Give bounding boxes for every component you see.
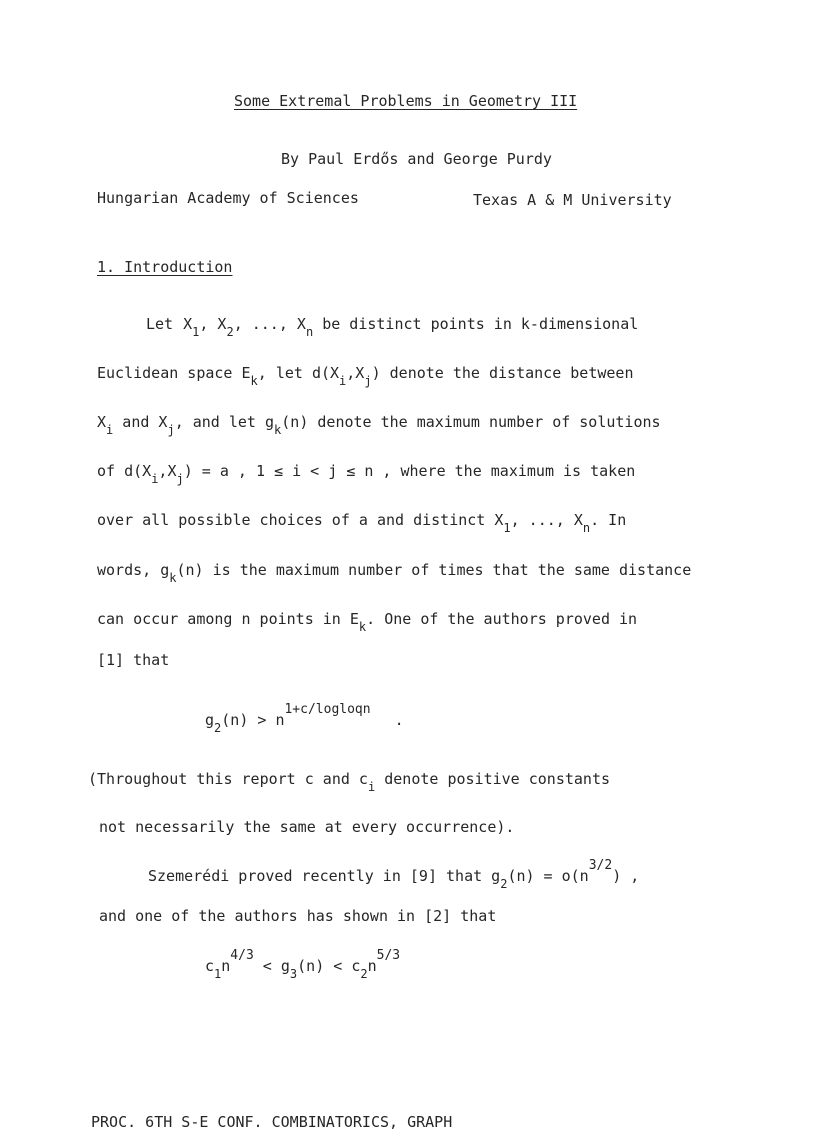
text-run: over all possible choices of a and distinct X [97,511,504,529]
text-run: and X [113,413,168,431]
equation-g2-lower-bound [205,702,404,735]
subscript: k [169,571,177,585]
text-run: ,X [158,462,177,480]
text-run: n [221,957,231,975]
text-run: , ..., X [233,315,306,333]
paragraph-line [88,770,611,794]
subscript: n [582,521,591,535]
text-run: Szemerédi proved recently in [9] that g [148,867,501,885]
paragraph-line: [1] that [97,651,170,669]
subscript: 2 [214,721,222,735]
text-run: . One of the authors proved in [366,610,638,628]
text-run: Euclidean space E [97,364,251,382]
subscript: i [339,374,347,388]
subscript: j [167,423,175,437]
paragraph-line: and one of the authors has shown in [2] that [99,907,497,925]
text-run: . In [590,511,627,529]
subscript: 2 [226,325,234,339]
subscript: 2 [500,877,508,891]
subscript: 3 [289,967,298,981]
text-run: X [183,315,193,333]
subscript: k [358,620,367,634]
paragraph-line: not necessarily the same at every occurrence). [99,818,515,836]
footer-proceedings: PROC. 6TH S-E CONF. COMBINATORICS, GRAPH [91,1113,453,1131]
subscript: 1 [192,325,200,339]
text-run: n [367,957,377,975]
paragraph-line [97,413,661,437]
text-run: of d(X [97,462,152,480]
subscript: i [367,780,376,794]
text-run: can occur among n points in E [97,610,359,628]
subscript: j [176,472,184,486]
text-run: be distinct points in k-dimensional [313,315,639,333]
text-run: denote positive constants [375,770,611,788]
subscript: k [274,423,282,437]
paragraph-line [97,561,692,585]
text-run: X [97,413,107,431]
text-run: words, g [97,561,170,579]
text-run: , and let g [174,413,275,431]
affiliation-texas: Texas A & M University [473,191,672,209]
author-byline: By Paul Erdős and George Purdy [281,150,552,168]
superscript: 3/2 [588,858,613,873]
text-run: ) = a , 1 ≤ i < j ≤ n , where the maximum is taken [183,462,636,480]
paragraph-line [97,364,634,388]
paper-title: Some Extremal Problems in Geometry III [234,92,578,110]
text-run: (n) < c [297,957,361,975]
subscript: 2 [360,967,368,981]
text-run: ) , [612,867,640,885]
paragraph-line [97,462,636,486]
affiliation-hungarian: Hungarian Academy of Sciences [97,189,359,207]
subscript: i [106,423,114,437]
superscript: 4/3 [230,948,254,963]
text-run: (n) = o(n [507,867,589,885]
paragraph-line [97,511,627,535]
text-run: (n) > n [221,711,285,729]
subscript: i [151,472,159,486]
text-run: , X [199,315,227,333]
text-run: (Throughout this report c and c [88,770,368,788]
subscript: j [364,374,372,388]
text-run: (n) is the maximum number of times that the same distance [176,561,692,579]
text-run: ) denote the distance between [371,364,634,382]
paragraph-line [146,315,639,339]
superscript: 5/3 [376,948,401,963]
text-run: ,X [346,364,365,382]
text-run: < g [253,957,290,975]
text-run: , ..., X [510,511,583,529]
text-run: g [205,711,215,729]
subscript: 1 [503,521,511,535]
text-run: c [205,957,215,975]
paragraph-line [97,610,638,634]
paragraph-line [148,858,640,891]
text-run: , let d(X [257,364,340,382]
text-run: Let [146,315,174,333]
subscript: 1 [214,967,222,981]
superscript: 1+c/logloqn [284,702,371,717]
equation-g3-bounds [205,948,401,981]
subscript: n [305,325,314,339]
section-heading-introduction: 1. Introduction [97,258,233,276]
subscript: k [250,374,258,388]
text-run: (n) denote the maximum number of solutions [281,413,661,431]
text-run: . [394,711,404,729]
